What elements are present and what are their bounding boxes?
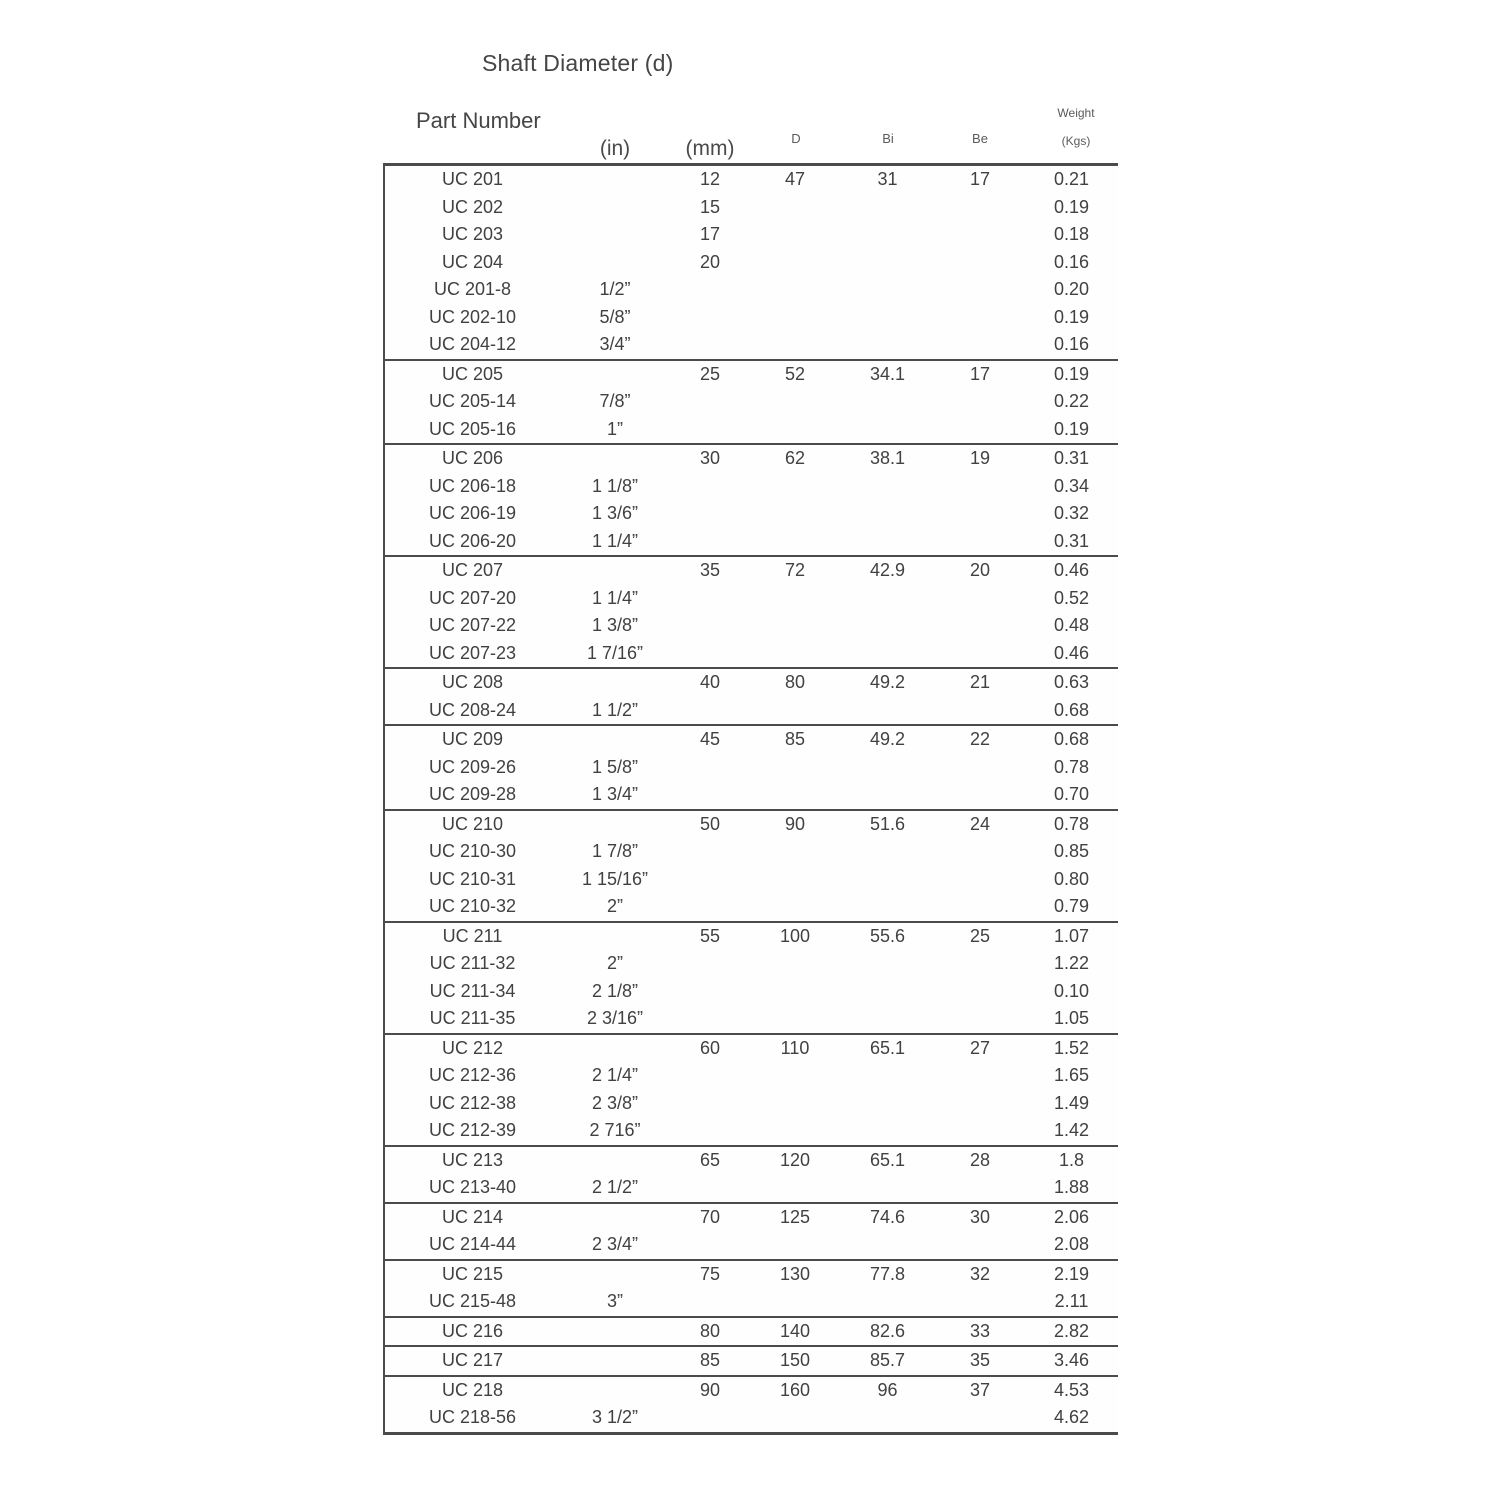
part-number-cell: UC 211-32 <box>429 953 516 973</box>
dim-bi-cell: 31 <box>877 169 898 189</box>
weight-cell: 3.46 <box>1053 1350 1090 1370</box>
part-number-cell: UC 210-30 <box>428 841 517 861</box>
table-row <box>385 1261 1118 1289</box>
part-number-cell: UC 215 <box>441 1263 504 1284</box>
part-number-cell: UC 212-39 <box>428 1120 517 1140</box>
part-group <box>385 923 1118 1035</box>
dim-bi-cell: 49.2 <box>869 672 906 692</box>
part-number-cell: UC 211 <box>442 925 503 946</box>
table-row <box>385 416 1118 444</box>
dim-d-cell: 120 <box>779 1149 811 1170</box>
shaft-in-cell: 2 1/4” <box>591 1065 639 1085</box>
part-number-cell: UC 203 <box>441 224 504 244</box>
weight-cell: 1.52 <box>1053 1037 1090 1058</box>
part-number-cell: UC 207 <box>441 560 504 580</box>
part-number-cell: UC 206-19 <box>428 503 517 523</box>
part-number-cell: UC 209-28 <box>428 784 517 804</box>
shaft-diameter-heading: Shaft Diameter (d) <box>482 50 674 76</box>
part-number-cell: UC 212-38 <box>428 1092 517 1113</box>
part-group <box>385 669 1118 726</box>
weight-cell: 0.78 <box>1053 756 1090 777</box>
weight-cell: 1.65 <box>1053 1065 1090 1085</box>
shaft-mm-cell: 50 <box>699 813 721 834</box>
table-row <box>385 473 1118 501</box>
table-row <box>385 866 1118 894</box>
shaft-in-cell: 3/4” <box>599 334 631 354</box>
part-group <box>385 1204 1118 1261</box>
dim-d-cell: 125 <box>779 1206 811 1227</box>
part-number-cell: UC 205-16 <box>428 418 517 439</box>
part-number-cell: UC 210-32 <box>428 896 517 916</box>
weight-cell: 0.46 <box>1053 560 1090 580</box>
dim-bi-cell: 77.8 <box>869 1263 906 1284</box>
dim-be-cell: 37 <box>969 1379 991 1400</box>
part-group <box>385 1347 1118 1377</box>
dim-bi-cell: 42.9 <box>869 560 906 580</box>
dim-bi-cell: 51.6 <box>869 813 906 834</box>
shaft-mm-cell: 17 <box>699 224 721 244</box>
shaft-in-cell: 1 15/16” <box>581 868 649 889</box>
part-number-heading: Part Number <box>416 108 541 133</box>
shaft-in-cell: 2 1/2” <box>591 1177 639 1197</box>
part-number-cell: UC 218 <box>441 1379 504 1400</box>
weight-cell: 0.63 <box>1053 672 1090 692</box>
shaft-mm-cell: 55 <box>699 925 721 946</box>
part-number-cell: UC 206-18 <box>428 475 517 496</box>
column-header-d: D <box>791 131 801 146</box>
table-row <box>385 249 1118 277</box>
shaft-in-cell: 2 3/8” <box>591 1092 639 1113</box>
weight-cell: 0.22 <box>1053 391 1090 411</box>
weight-cell: 0.19 <box>1053 363 1090 384</box>
part-number-cell: UC 207-23 <box>428 642 517 663</box>
weight-cell: 2.82 <box>1053 1320 1090 1341</box>
weight-cell: 0.16 <box>1053 334 1090 354</box>
dim-d-cell: 100 <box>779 925 811 946</box>
weight-cell: 0.31 <box>1053 530 1090 551</box>
weight-cell: 2.08 <box>1053 1234 1090 1254</box>
part-number-cell: UC 212 <box>441 1037 504 1058</box>
table-row <box>385 361 1118 389</box>
part-number-cell: UC 211-34 <box>429 980 516 1001</box>
column-header-in: (in) <box>599 137 631 160</box>
shaft-in-cell: 5/8” <box>599 306 631 327</box>
shaft-mm-cell: 25 <box>699 363 721 384</box>
shaft-in-cell: 2” <box>606 896 623 916</box>
weight-cell: 4.53 <box>1053 1379 1090 1400</box>
shaft-in-cell: 1 5/8” <box>591 756 639 777</box>
part-number-cell: UC 218-56 <box>428 1407 517 1427</box>
weight-cell: 0.18 <box>1053 224 1090 244</box>
shaft-mm-cell: 65 <box>699 1149 721 1170</box>
part-number-cell: UC 213-40 <box>428 1177 517 1197</box>
dim-be-cell: 32 <box>969 1263 991 1284</box>
table-row <box>385 445 1118 473</box>
weight-cell: 2.06 <box>1053 1206 1090 1227</box>
shaft-in-cell: 1 1/8” <box>591 475 639 496</box>
part-number-cell: UC 207-22 <box>428 615 517 635</box>
weight-cell: 0.46 <box>1053 642 1090 663</box>
table-row <box>385 669 1118 697</box>
table-row <box>385 1147 1118 1175</box>
dim-d-cell: 85 <box>784 729 806 749</box>
column-header-mm: (mm) <box>685 137 735 160</box>
shaft-mm-cell: 60 <box>699 1037 721 1058</box>
shaft-mm-cell: 70 <box>699 1206 721 1227</box>
table-row <box>385 726 1118 754</box>
table-row <box>385 1204 1118 1232</box>
dim-be-cell: 27 <box>969 1037 991 1058</box>
dim-d-cell: 90 <box>784 813 806 834</box>
table-row <box>385 166 1118 194</box>
shaft-in-cell: 1 1/4” <box>591 530 639 551</box>
table-row <box>385 528 1118 556</box>
weight-cell: 1.49 <box>1053 1092 1090 1113</box>
table-row <box>385 640 1118 668</box>
part-number-cell: UC 209 <box>441 729 504 749</box>
weight-cell: 1.07 <box>1053 925 1090 946</box>
table-row <box>385 1090 1118 1118</box>
part-number-cell: UC 215-48 <box>428 1291 517 1311</box>
weight-cell: 1.42 <box>1053 1120 1090 1140</box>
shaft-in-cell: 2 3/16” <box>586 1008 644 1028</box>
shaft-in-cell: 1 7/8” <box>591 841 639 861</box>
table-row <box>385 697 1118 725</box>
part-group <box>385 445 1118 557</box>
dim-d-cell: 62 <box>784 448 806 468</box>
shaft-in-cell: 2 3/4” <box>591 1234 639 1254</box>
part-number-cell: UC 205 <box>441 363 504 384</box>
dim-d-cell: 47 <box>784 169 806 189</box>
weight-cell: 1.8 <box>1058 1149 1085 1170</box>
table-row <box>385 893 1118 921</box>
weight-cell: 1.05 <box>1053 1008 1090 1028</box>
shaft-in-cell: 1/2” <box>599 279 631 299</box>
weight-cell: 0.85 <box>1053 841 1090 861</box>
shaft-in-cell: 1 3/4” <box>591 784 639 804</box>
part-group <box>385 1318 1118 1348</box>
part-number-cell: UC 201-8 <box>433 279 512 299</box>
weight-cell: 0.32 <box>1053 503 1090 523</box>
part-group <box>385 811 1118 923</box>
part-group <box>385 1377 1118 1435</box>
part-number-cell: UC 216 <box>441 1320 504 1341</box>
table-row <box>385 838 1118 866</box>
shaft-mm-cell: 12 <box>699 169 721 189</box>
part-number-cell: UC 210 <box>441 813 504 834</box>
weight-cell: 1.22 <box>1053 953 1090 973</box>
part-number-cell: UC 210-31 <box>428 868 517 889</box>
shaft-in-cell: 1 3/8” <box>591 615 639 635</box>
dim-bi-cell: 74.6 <box>869 1206 906 1227</box>
table-row <box>385 1288 1118 1316</box>
table-row <box>385 500 1118 528</box>
dim-be-cell: 21 <box>969 672 991 692</box>
dim-bi-cell: 96 <box>877 1379 898 1400</box>
shaft-mm-cell: 80 <box>699 1320 721 1341</box>
weight-cell: 0.19 <box>1053 306 1090 327</box>
shaft-in-cell: 1” <box>606 418 623 439</box>
weight-cell: 0.68 <box>1053 699 1090 720</box>
table-row <box>385 1005 1118 1033</box>
weight-cell: 2.11 <box>1054 1291 1089 1311</box>
dim-bi-cell: 65.1 <box>869 1149 906 1170</box>
table-row <box>385 1318 1118 1346</box>
table-row <box>385 1117 1118 1145</box>
part-group <box>385 361 1118 446</box>
weight-cell: 0.21 <box>1053 169 1090 189</box>
table-row <box>385 1231 1118 1259</box>
shaft-in-cell: 3” <box>606 1291 623 1311</box>
part-number-cell: UC 206 <box>441 448 504 468</box>
dim-bi-cell: 38.1 <box>869 448 906 468</box>
dim-d-cell: 80 <box>784 672 806 692</box>
dim-be-cell: 20 <box>969 560 991 580</box>
dim-be-cell: 30 <box>969 1206 991 1227</box>
part-number-cell: UC 214 <box>441 1206 504 1227</box>
weight-cell: 1.88 <box>1053 1177 1090 1197</box>
weight-cell: 0.68 <box>1053 729 1090 749</box>
column-header-be: Be <box>972 131 988 146</box>
part-number-cell: UC 209-26 <box>428 756 517 777</box>
shaft-in-cell: 1 1/2” <box>591 699 639 720</box>
dim-d-cell: 130 <box>779 1263 811 1284</box>
dim-d-cell: 160 <box>779 1379 811 1400</box>
weight-cell: 0.19 <box>1053 418 1090 439</box>
shaft-mm-cell: 45 <box>699 729 721 749</box>
part-number-cell: UC 206-20 <box>428 530 517 551</box>
shaft-in-cell: 1 1/4” <box>591 587 639 608</box>
table-row <box>385 304 1118 332</box>
dim-bi-cell: 49.2 <box>869 729 906 749</box>
dim-bi-cell: 65.1 <box>869 1037 906 1058</box>
weight-cell: 0.79 <box>1053 896 1090 916</box>
shaft-in-cell: 1 7/16” <box>586 642 644 663</box>
shaft-mm-cell: 85 <box>699 1350 721 1370</box>
table-row <box>385 221 1118 249</box>
dim-bi-cell: 34.1 <box>869 363 906 384</box>
table-row <box>385 1404 1118 1432</box>
part-number-cell: UC 202-10 <box>428 306 517 327</box>
part-number-cell: UC 208 <box>441 672 504 692</box>
part-group <box>385 557 1118 669</box>
dim-d-cell: 72 <box>784 560 806 580</box>
shaft-mm-cell: 35 <box>699 560 721 580</box>
dim-be-cell: 17 <box>969 363 991 384</box>
table-row <box>385 978 1118 1006</box>
part-number-cell: UC 202 <box>441 196 504 217</box>
table-row <box>385 1347 1118 1375</box>
weight-cell: 0.78 <box>1053 813 1090 834</box>
weight-cell: 0.19 <box>1053 196 1090 217</box>
dim-be-cell: 25 <box>969 925 991 946</box>
part-group <box>385 1035 1118 1147</box>
shaft-in-cell: 3 1/2” <box>591 1407 639 1427</box>
dim-be-cell: 17 <box>969 169 991 189</box>
weight-cell: 0.34 <box>1053 475 1090 496</box>
bearing-spec-table <box>383 163 1118 1435</box>
table-row <box>385 923 1118 951</box>
part-number-cell: UC 205-14 <box>428 391 517 411</box>
weight-cell: 4.62 <box>1053 1407 1090 1427</box>
table-row <box>385 950 1118 978</box>
dim-be-cell: 22 <box>969 729 991 749</box>
dim-be-cell: 19 <box>969 448 991 468</box>
part-number-cell: UC 204 <box>441 251 504 272</box>
table-row <box>385 557 1118 585</box>
shaft-mm-cell: 30 <box>699 448 721 468</box>
column-header-weight: Weight <box>1057 106 1095 120</box>
dim-d-cell: 52 <box>784 363 806 384</box>
table-row <box>385 811 1118 839</box>
dim-be-cell: 28 <box>969 1149 991 1170</box>
dim-be-cell: 33 <box>969 1320 991 1341</box>
weight-cell: 0.16 <box>1053 251 1090 272</box>
weight-cell: 0.20 <box>1053 279 1090 299</box>
table-row <box>385 585 1118 613</box>
part-number-cell: UC 207-20 <box>428 587 517 608</box>
weight-cell: 0.31 <box>1053 448 1090 468</box>
table-row <box>385 1035 1118 1063</box>
dim-d-cell: 150 <box>779 1350 811 1370</box>
shaft-in-cell: 7/8” <box>599 391 631 411</box>
part-number-cell: UC 201 <box>441 169 504 189</box>
shaft-mm-cell: 20 <box>699 251 721 272</box>
dim-d-cell: 140 <box>779 1320 811 1341</box>
table-row <box>385 388 1118 416</box>
part-number-cell: UC 211-35 <box>429 1008 516 1028</box>
table-row <box>385 781 1118 809</box>
table-row <box>385 612 1118 640</box>
dim-bi-cell: 55.6 <box>869 925 906 946</box>
shaft-in-cell: 1 3/6” <box>591 503 639 523</box>
part-group <box>385 726 1118 811</box>
shaft-mm-cell: 75 <box>699 1263 721 1284</box>
table-row <box>385 194 1118 222</box>
shaft-in-cell: 2 1/8” <box>591 980 639 1001</box>
weight-cell: 0.10 <box>1053 980 1090 1001</box>
column-header-bi: Bi <box>882 131 894 146</box>
dim-bi-cell: 85.7 <box>869 1350 906 1370</box>
dim-be-cell: 35 <box>969 1350 991 1370</box>
part-number-cell: UC 208-24 <box>428 699 517 720</box>
part-group <box>385 166 1118 361</box>
part-number-cell: UC 213 <box>441 1149 504 1170</box>
table-row <box>385 1174 1118 1202</box>
shaft-in-cell: 2” <box>606 953 623 973</box>
weight-cell: 0.70 <box>1053 784 1090 804</box>
weight-cell: 0.48 <box>1053 615 1090 635</box>
part-group <box>385 1261 1118 1318</box>
shaft-mm-cell: 40 <box>699 672 721 692</box>
table-row <box>385 754 1118 782</box>
dim-be-cell: 24 <box>969 813 991 834</box>
part-number-cell: UC 217 <box>441 1350 504 1370</box>
dim-d-cell: 110 <box>780 1037 810 1058</box>
part-group <box>385 1147 1118 1204</box>
weight-cell: 2.19 <box>1053 1263 1090 1284</box>
part-number-cell: UC 204-12 <box>428 334 517 354</box>
part-number-cell: UC 212-36 <box>428 1065 517 1085</box>
table-row <box>385 276 1118 304</box>
table-row <box>385 1377 1118 1405</box>
part-number-cell: UC 214-44 <box>428 1234 517 1254</box>
table-row <box>385 331 1118 359</box>
weight-cell: 0.80 <box>1053 868 1090 889</box>
table-row <box>385 1062 1118 1090</box>
shaft-mm-cell: 15 <box>699 196 721 217</box>
dim-bi-cell: 82.6 <box>869 1320 906 1341</box>
weight-cell: 0.52 <box>1053 587 1090 608</box>
shaft-mm-cell: 90 <box>699 1379 721 1400</box>
shaft-in-cell: 2 716” <box>589 1120 641 1140</box>
column-header-kgs: (Kgs) <box>1061 134 1091 148</box>
